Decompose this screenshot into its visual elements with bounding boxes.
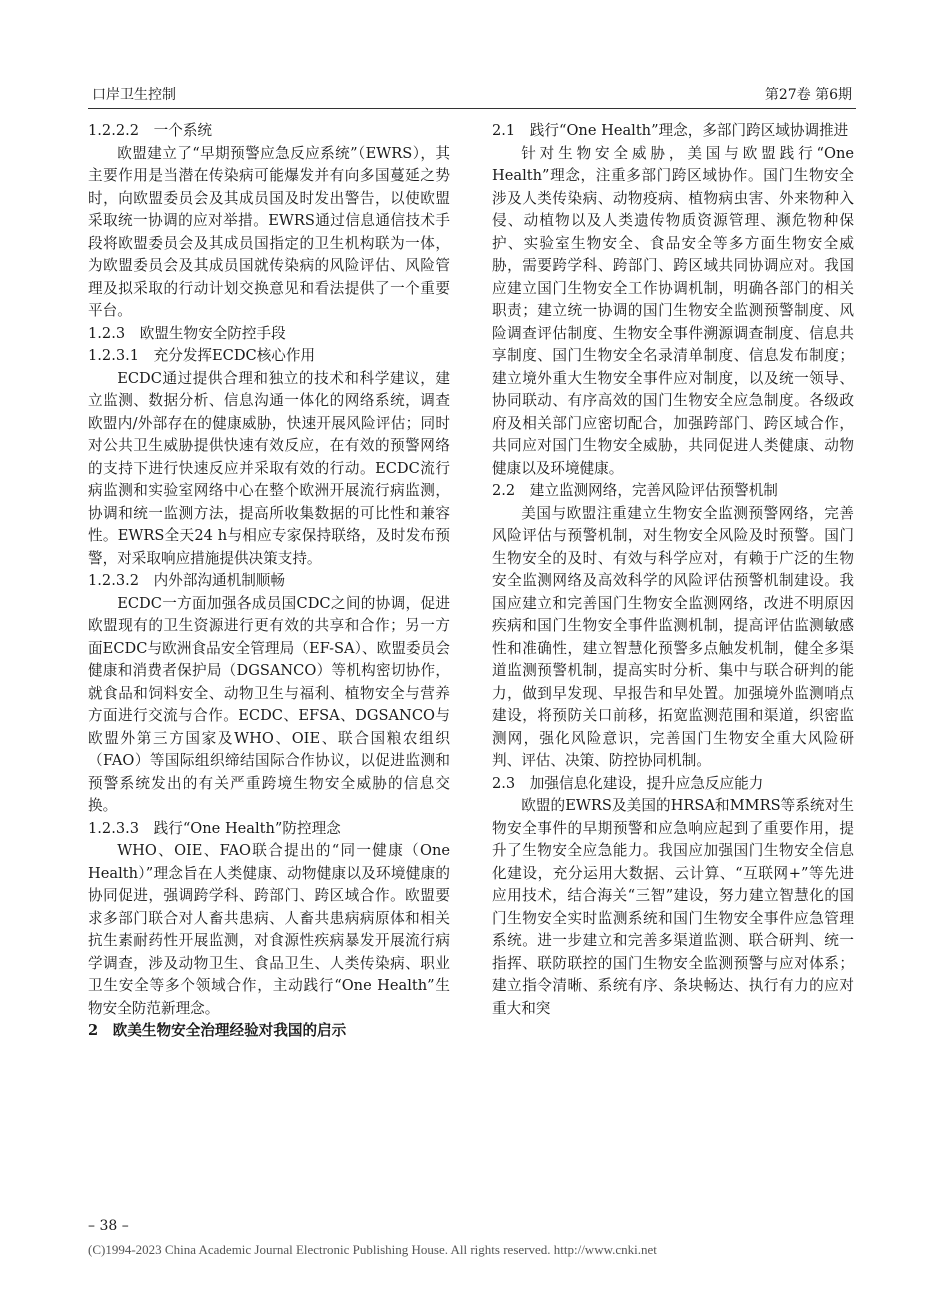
section-heading-22: 2.2 建立监测网络，完善风险评估预警机制 — [492, 482, 778, 499]
running-header — [92, 84, 852, 106]
paragraph-21: 针对生物安全威胁，美国与欧盟践行“One Health”理念，注重多部门跨区域协作。国门生物安全涉及人类传染病、动物疫病、植物病虫害、外来物种入侵、动植物以及人类遗传物质资源管理、濒危物种保护、实验室生物安全、食品安全等多方面生物安全威胁，需要跨学科、跨部门、跨区域共同协调应对。我国应建立国门生物安全工作协调机制，明确各部门的相关职责；建立统一协调的国门生物安全监测预警制度、风险调查评估制度、生物安全事件溯源调查制度、信息共享制度、国门生物安全名录清单制度、信息发布制度；建立境外重大生物安全事件应对制度，以及统一领导、协同联动、有序高效的国门生物安全应急制度。各级政府及相关部门应密切配合，加强跨部门、跨区域合作，共同应对国门生物安全威胁，共同促进人类健康、动物健康以及环境健康。 — [492, 144, 854, 477]
paragraph-22: 美国与欧盟注重建立生物安全监测预警网络，完善风险评估与预警机制，对生物安全风险及时预警。国门生物安全的及时、有效与科学应对，有赖于广泛的生物安全监测网络及高效科学的风险评估预警机制建设。我国应建立和完善国门生物安全监测网络，改进不明原因疾病和国门生物安全事件监测机制，提高评估监测敏感性和准确性，建立智慧化预警多点触发机制，健全多渠道监测预警机制，提高实时分析、集中与联合研判的能力，做到早发现、早报告和早处置。加强境外监测哨点建设，将预防关口前移，拓宽监测范围和渠道，织密监测网，强化风险意识，完善国门生物安全重大风险研判、评估、决策、防控协同机制。 — [492, 504, 854, 769]
left-column — [88, 120, 450, 1043]
paragraph-1222: 欧盟建立了“早期预警应急反应系统”（EWRS），其主要作用是当潜在传染病可能爆发并有向多国蔓延之势时，向欧盟委员会及其成员国及时发出警告，以使欧盟采取统一协调的应对举措。EWRS通过信息通信技术手段将欧盟委员会及其成员国指定的卫生机构联为一体，为欧盟委员会及其成员国就传染病的风险评估、风险管理及拟采取的行动计划交换意见和看法提供了一个重要平台。 — [88, 144, 450, 319]
section-heading-21: 2.1 践行“One Health”理念，多部门跨区域协调推进 — [492, 122, 849, 139]
paragraph-1232: ECDC一方面加强各成员国CDC之间的协调，促进欧盟现有的卫生资源进行更有效的共享和合作；另一方面ECDC与欧洲食品安全管理局（EF-SA）、欧盟委员会健康和消费者保护局（DGSANCO）等机构密切协作，就食品和饲料安全、动物卫生与福利、植物安全与营养方面进行交流与合作。ECDC、EFSA、DGSANCO与欧盟外第三方国家及WHO、OIE、联合国粮农组织（FAO）等国际组织缔结国际合作协议，以促进监测和预警系统发出的有关严重跨境生物安全威胁的信息交换。 — [88, 594, 450, 814]
section-heading-123: 1.2.3 欧盟生物安全防控手段 — [88, 324, 286, 342]
paragraph-1233: WHO、OIE、FAO联合提出的“同一健康（One Health）”理念旨在人类健康、动物健康以及环境健康的协同促进，强调跨学科、跨部门、跨区域合作。欧盟要求多部门联合对人畜共患病、人畜共患病病原体和相关抗生素耐药性开展监测，对食源性疾病暴发开展流行病学调查，涉及动物卫生、食品卫生、人类传染病、职业卫生安全等多个领域合作，主动践行“One Health”生物安全防范新理念。 — [88, 842, 450, 1017]
copyright-footer: (C)1994-2023 China Academic Journal Electronic Publishing House. All rights reserved. http://www.cnki.net — [88, 1242, 657, 1257]
section-heading-2: 2 欧美生物安全治理经验对我国的启示 — [88, 1022, 347, 1039]
paragraph-1231: ECDC通过提供合理和独立的技术和科学建议，建立监测、数据分析、信息沟通一体化的网络系统，调查欧盟内/外部存在的健康威胁，快速开展风险评估；同时对公共卫生威胁提供快速有效反应，在有效的预警网络的支持下进行快速反应并采取有效的行动。ECDC流行病监测和实验室网络中心在整个欧洲开展流行病监测，协调和统一监测方法，提高所收集数据的可比性和兼容性。EWRS全天24 h与相应专家保持联络，及时发布预警，对采取响应措施提供决策支持。 — [88, 369, 450, 567]
journal-name: 口岸卫生控制 — [92, 87, 176, 103]
volume-issue: 第27卷 第6期 — [764, 87, 852, 103]
right-column — [492, 120, 854, 1020]
section-heading-1222: 1.2.2.2 一个系统 — [88, 122, 213, 139]
section-heading-1231: 1.2.3.1 充分发挥ECDC核心作用 — [88, 347, 316, 364]
section-heading-23: 2.3 加强信息化建设，提升应急反应能力 — [492, 774, 764, 792]
page-number: – 38 – — [88, 1218, 129, 1234]
paragraph-23: 欧盟的EWRS及美国的HRSA和MMRS等系统对生物安全事件的早期预警和应急响应起到了重要作用，提升了生物安全应急能力。我国应加强国门生物安全信息化建设，充分运用大数据、云计算、“互联网+”等先进应用技术，结合海关“三智”建设，努力建立智慧化的国门生物安全实时监测系统和国门生物安全事件应急管理系统。进一步建立和完善多渠道监测、联合研判、统一指挥、联防联控的国门生物安全监测预警与应对体系；建立指令清晰、系统有序、条块畅达、执行有力的应对重大和突 — [492, 797, 854, 1017]
header-rule — [88, 108, 856, 109]
section-heading-1232: 1.2.3.2 内外部沟通机制顺畅 — [88, 572, 285, 589]
section-heading-1233: 1.2.3.3 践行“One Health”防控理念 — [88, 819, 341, 837]
